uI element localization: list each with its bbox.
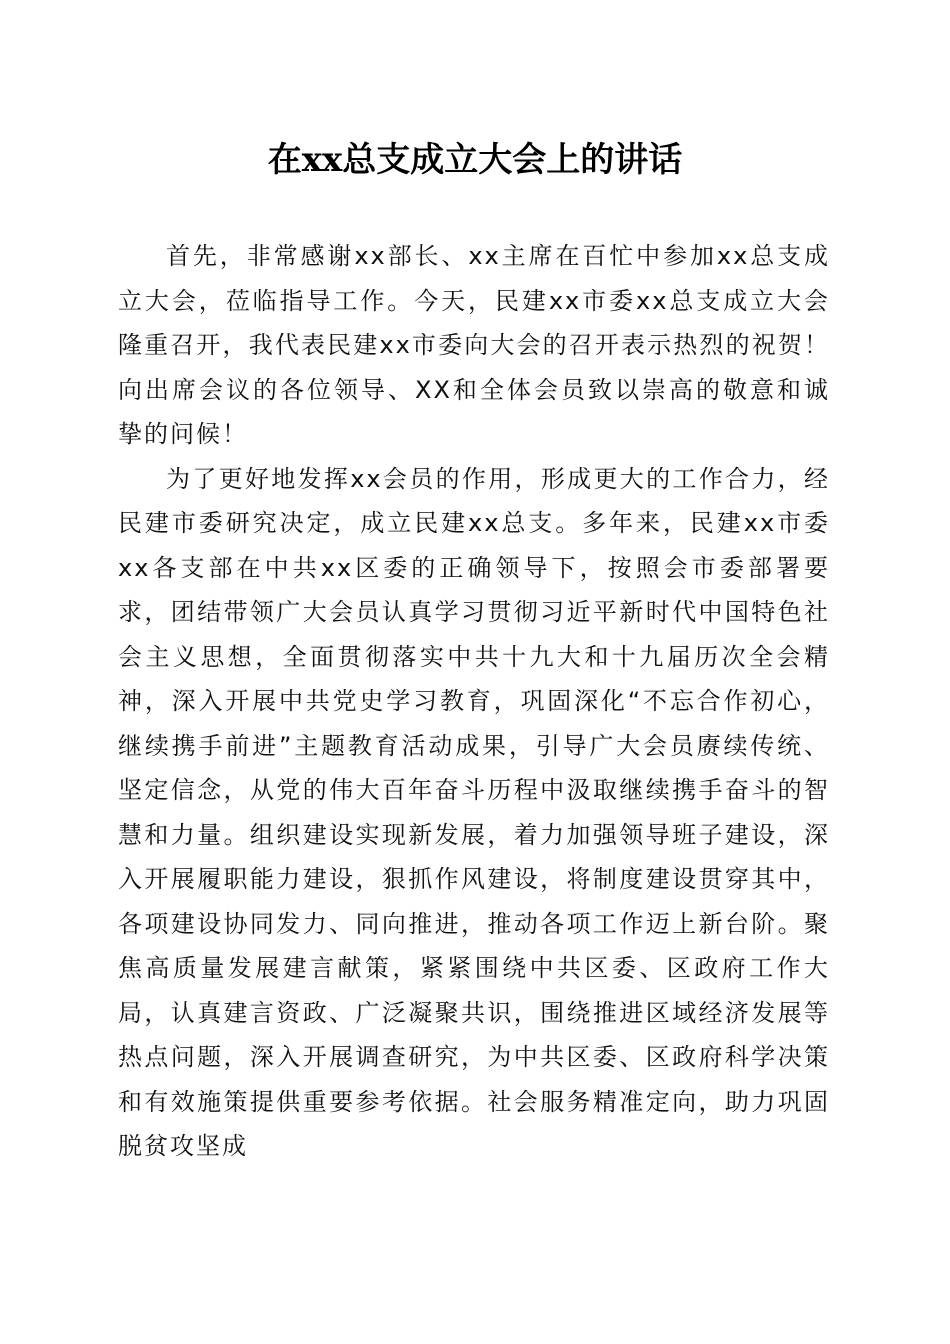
paragraph: 为了更好地发挥xx会员的作用，形成更大的工作合力，经民建市委研究决定，成立民建xx总支。多年来，民建xx市委xx各支部在中共xx区委的正确领导下，按照会市委部署要求，团结带领广大会员认真学习贯彻习近平新时代中国特色社会主义思想，全面贯彻落实中共十九大和十九届历次全会精神，深入开展中共党史学习教育，巩固深化“不忘合作初心，继续携手前进”主题教育活动成果，引导广大会员赓续传统、坚定信念，从党的伟大百年奋斗历程中汲取继续携手奋斗的智慧和力量。组织建设实现新发展，着力加强领导班子建设，深入开展履职能力建设，狠抓作风建设，将制度建设贯穿其中，各项建设协同发力、同向推进，推动各项工作迈上新台阶。聚焦高质量发展建言献策，紧紧围绕中共区委、区政府工作大局，认真建言资政、广泛凝聚共识，围绕推进区域经济发展等热点问题，深入开展调查研究，为中共区委、区政府科学决策和有效施策提供重要参考依据。社会服务精准定向，助力巩固脱贫攻坚成: [118, 464, 830, 1160]
document-title: 在xx总支成立大会上的讲话: [267, 140, 683, 180]
document-body: [118, 234, 830, 1169]
paragraph: 首先，非常感谢xx部长、xx主席在百忙中参加xx总支成立大会，莅临指导工作。今天，民建xx市委xx总支成立大会隆重召开，我代表民建xx市委向大会的召开表示热烈的祝贺！向出席会议的各位领导、XX和全体会员致以崇高的敬意和诚挚的问候！: [118, 242, 830, 448]
